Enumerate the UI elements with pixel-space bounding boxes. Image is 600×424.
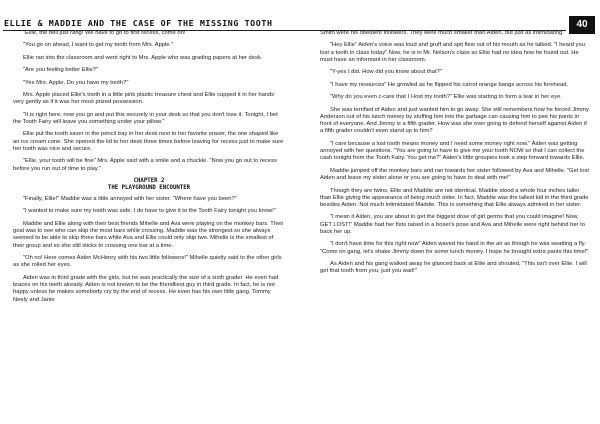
paragraph: She was terrified of Aiden and just wanted him to go away. She still remembers how he forced Jimmy Anderson out of his lunch money by stuffing him into the garbage can causing him to pee his pants in front of everyone. And Jimmy is a fifth grader. How was she ever going to defend herself against Aiden if a fifth grader couldn't even stand up to him? [320, 106, 589, 135]
paragraph: "It is right here, now you go and put this securely in your desk so that you don't lose it. Tonight, I bet the Tooth Fairy will leave you something under your pillow." [13, 111, 278, 125]
paragraph: "Y-yes I did. How did you know about that?" [330, 69, 442, 76]
paragraph: Though they are twins, Ellie and Maddie are not identical. Maddie stood a whole four inches taller than Ellie giving the appearance of being much older. In fact, Maddie was the tallest kid in the third grade besides Aiden. Not much intimidated Maddie. This is something that Ellie always admired in her sister. [320, 187, 589, 209]
paragraph: Maddie and Ellie along with their best friends Mihelle and Ava were playing on the monkey bars. Their goal was to see who can skip the most bars while crossing. Maddie was the strongest so she always seemed to be able to skip three bars while Ava and Ellie could only skip two. Mihelle is the smallest of their group and so she still sticks to crossing one bar at a time. [13, 220, 284, 249]
page-number-badge: 40 [569, 16, 595, 34]
paragraph: "Finally, Ellie!" Maddie was a little annoyed with her sister. "Where have you been?" [23, 196, 237, 202]
chapter-label: CHAPTER 2 [133, 178, 165, 184]
chapter-heading [13, 178, 285, 192]
paragraph: "Ellie, your tooth will be fine" Mrs. Apple said with a smile and a chuckle. "Now you go out to recess before you run out of time to play." [13, 158, 277, 172]
chapter-title: THE PLAYGROUND ENCOUNTER [107, 185, 191, 191]
paragraph: Ellie put the tooth saver in the pencil tray in her desk next to her favorite eraser, the one shaped like an ice cream cone. She opened the lid to her desk three times before leaving for recess just to make sure her tooth was nice and secure. [13, 131, 284, 152]
paragraph: "Ellie, the bell just rang! We have to go to first recess, come on!" [23, 30, 188, 36]
paragraph: "I mean it Aiden, you are about to get the biggest dose of girl germs that you could imagine! Now, GET LOST!" Maddie had her fists raised in a boxer's pose and Ava and Mihelle were right behind her to back her up. [320, 214, 585, 236]
paragraph: "I have my resources" He growled as he flipped his carrot orange bangs across his forehead. [330, 81, 569, 88]
paragraph: Maddie jumped off the monkey bars and ran towards her sister followed by Ava and Mihelle. "Get lost Aiden and leave my sister alone or you are going to have to deal with me!" [320, 167, 589, 182]
paragraph: As Aiden and his gang walked away he glanced back at Ellie and shouted, "This isn't over Ellie. I will get that tooth from you, just you wait!" [320, 261, 587, 275]
paragraph: Mrs. Apple placed Ellie's tooth in a little pink plastic treasure chest and Ellie cupped it in her hands very gently as if it was her most prized possession. [13, 91, 275, 106]
paragraph: "Are you feeling better Ellie?" [23, 67, 99, 74]
right-column [320, 30, 590, 281]
paragraph: "Yes Mrs. Apple. Do you have my tooth?" [23, 79, 129, 86]
paragraph: Smith were his obedient followers. They were much smaller than Aiden, but just as intimidating. [320, 30, 564, 36]
paragraph: "Hey Ellie" Aiden's voice was loud and gruff and spit flew out of his mouth as he talked. "I heard you lost a tooth in class today" Now, he is in Mr. Nelson's class so Ellie had no idea how he found out. He must have an informant in her classroom. [320, 42, 585, 63]
paragraph: "Oh no! Here comes Aiden McHenry with his two little followers!" Mihelle quietly said to the other girls as she rolled her eyes. [13, 255, 282, 269]
paragraph: "I wanted to make sure my tooth was safe. I do have to give it to the Tooth Fairy tonight you know!" [23, 208, 276, 215]
paragraph: Ellie ran into the classroom and went right to Mrs. Apple who was grading papers at her desk. [23, 54, 263, 61]
paragraph: "Why do you even c-care that I l-lost my tooth?" Ellie was starting to form a tear in her eye. [330, 94, 562, 101]
book-title: ELLIE & MADDIE AND THE CASE OF THE MISSING TOOTH [4, 18, 273, 28]
paragraph: "You go on ahead, I want to get my tooth from Mrs. Apple." [23, 42, 174, 49]
left-column [13, 30, 285, 309]
paragraph: Aiden was in third grade with the girls, but he was practically the size of a sixth grader. He even had braces on his teeth already. Aiden is not known to be the friendliest guy in third grade. In fact, he is not happy unless he makes somebody cry by the end of recess. He even has his own little gang. Tommy Neely and Janie [13, 274, 279, 303]
paragraph: "I don't have time for this right now" Aiden waved his hand in the air as though he was swatting a fly. "Come on gang, let's shake Jimmy down for some lunch money. I hope he brought extra pants this time!" [320, 241, 589, 255]
paragraph: "I care because a lost tooth means money and I need some money right now." Aiden was getting annoyed with her questions. "You are going to have to give me your tooth NOW so that I can collect the cash tonight from the Tooth Fairy. You get me?" Aiden's little groupies took a step forward towards Ellie. [320, 140, 585, 162]
